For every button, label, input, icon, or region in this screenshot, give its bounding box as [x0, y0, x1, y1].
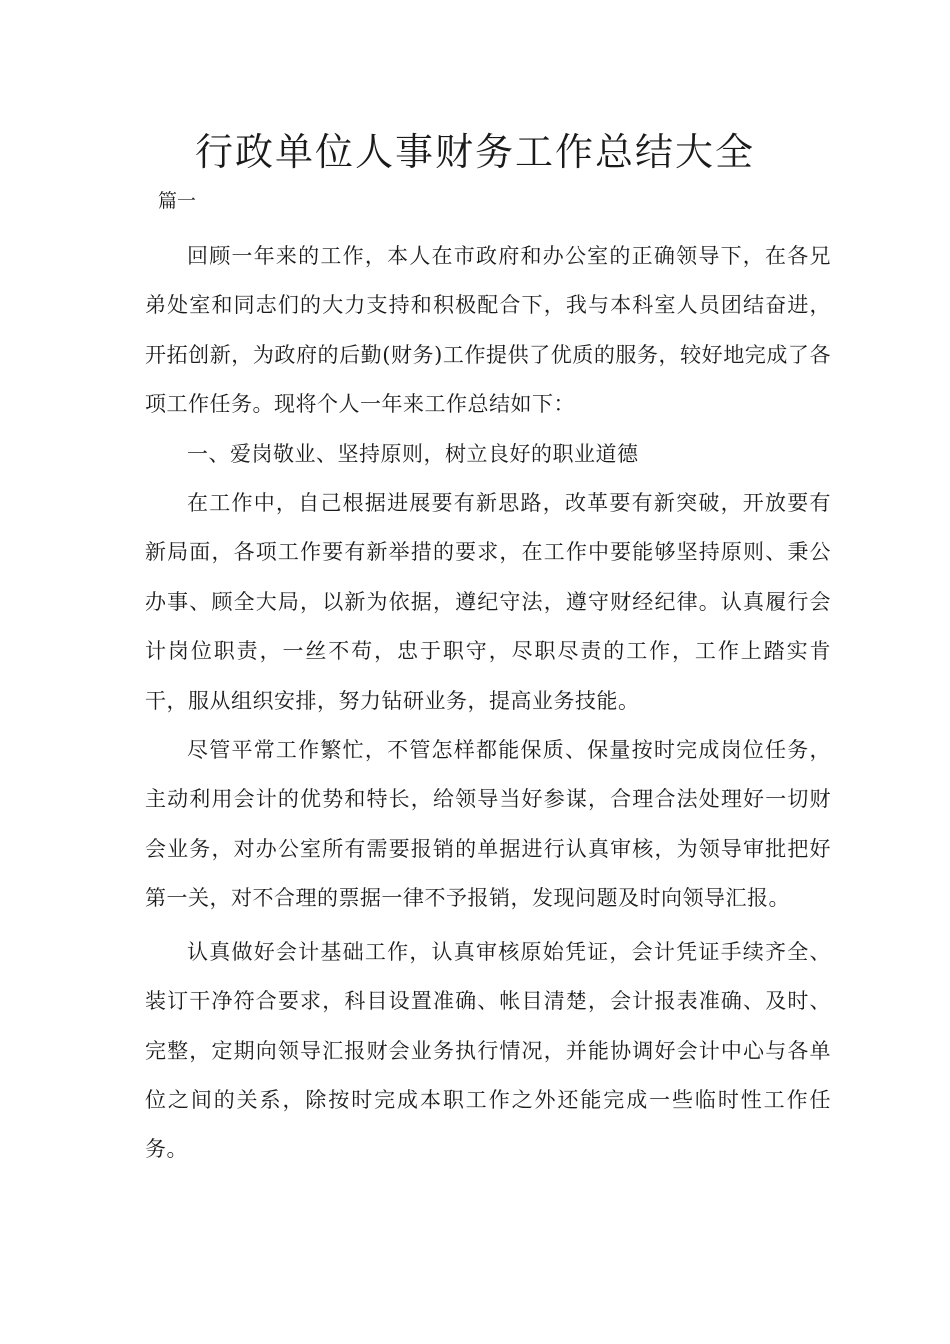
section-heading: 一、爱岗敬业、坚持原则，树立良好的职业道德 — [187, 441, 639, 466]
section-label: 篇一 — [158, 190, 197, 212]
document-body — [145, 232, 831, 1175]
paragraph: 回顾一年来的工作，本人在市政府和办公室的正确领导下，在各兄弟处室和同志们的大力支持和积极配合下，我与本科室人员团结奋进，开拓创新，为政府的后勤(财务)工作提供了优质的服务，较好地完成了各项工作任务。现将个人一年来工作总结如下： — [145, 244, 831, 417]
paragraph: 认真做好会计基础工作，认真审核原始凭证，会计凭证手续齐全、装订干净符合要求，科目设置准确、帐目清楚，会计报表准确、及时、完整，定期向领导汇报财会业务执行情况，并能协调好会计中心与各单位之间的关系，除按时完成本职工作之外还能完成一些临时性工作任务。 — [145, 939, 831, 1162]
paragraph: 尽管平常工作繁忙，不管怎样都能保质、保量按时完成岗位任务，主动利用会计的优势和特长，给领导当好参谋，合理合法处理好一切财会业务，对办公室所有需要报销的单据进行认真审核，为领导审批把好第一关，对不合理的票据一律不予报销，发现问题及时向领导汇报。 — [145, 738, 831, 911]
paragraph: 在工作中，自己根据进展要有新思路，改革要有新突破，开放要有新局面，各项工作要有新举措的要求，在工作中要能够坚持原则、秉公办事、顾全大局，以新为依据，遵纪守法，遵守财经纪律。认真履行会计岗位职责，一丝不苟，忠于职守，尽职尽责的工作，工作上踏实肯干，服从组织安排，努力钻研业务，提高业务技能。 — [145, 491, 831, 713]
document-title: 行政单位人事财务工作总结大全 — [194, 130, 755, 174]
